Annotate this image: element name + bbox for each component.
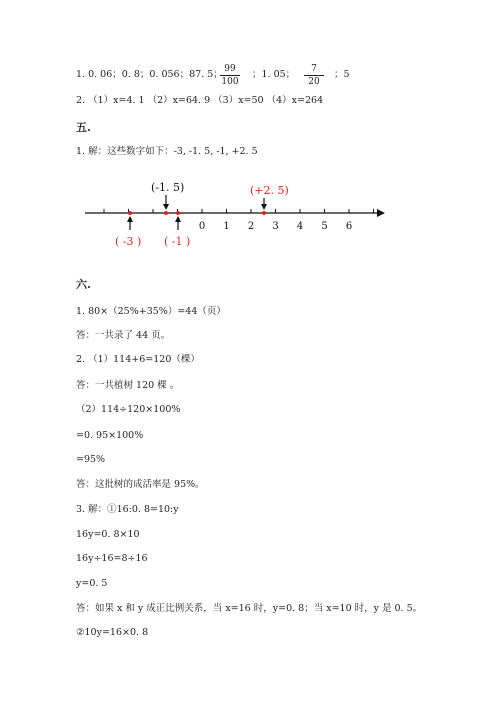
number-line-arrowhead <box>377 209 385 217</box>
section-6-line-3: 2. （1）114+6=120（棵） <box>76 354 200 365</box>
frac1-denominator: 100 <box>221 77 239 87</box>
line1-part3: ；5 <box>334 69 350 80</box>
label-minus-3: ( -3 ) <box>115 235 142 248</box>
point-minus-3 <box>128 211 132 215</box>
arrow-minus-1-5-head <box>163 204 169 210</box>
section-6-line-1: 1. 80×（25%+35%）=44（页） <box>76 306 226 317</box>
section-6-line-14: ②10y=16×0. 8 <box>76 627 149 638</box>
section-6-line-12: y=0. 5 <box>76 578 108 589</box>
section-5-heading: 五. <box>76 121 91 134</box>
label-minus-1: ( -1 ) <box>164 235 191 248</box>
section-6-heading: 六. <box>76 278 91 291</box>
section-5-q1: 1. 解：这些数字如下：-3, -1. 5, -1, +2. 5 <box>76 146 258 157</box>
section-6-line-13: 答：如果 x 和 y 成正比例关系，当 x=16 时，y=0. 8；当 x=10 时，y 是 0. 5。 <box>76 603 423 614</box>
tick-label-0: 0 <box>198 221 206 232</box>
section-6-line-5: （2）114÷120×100% <box>76 404 181 415</box>
line1-part2: ；1. 05； <box>252 69 296 80</box>
frac2-denominator: 20 <box>308 77 320 87</box>
frac2-numerator: 7 <box>311 64 317 74</box>
tick-label-5: 5 <box>321 221 328 232</box>
section-6-line-4: 答：一共植树 120 棵 。 <box>76 380 180 391</box>
number-line-tick-labels <box>199 221 352 232</box>
label-plus-2-5: (+2. 5) <box>250 184 289 197</box>
tick-label-2: 2 <box>247 221 255 232</box>
fraction-7-20 <box>304 64 324 87</box>
tick-label-1: 1 <box>223 221 230 232</box>
frac2-bar <box>304 75 324 76</box>
section-6-line-6: =0. 95×100% <box>76 430 144 441</box>
label-minus-1-5: (-1. 5) <box>151 181 185 194</box>
section-6-line-7: =95% <box>76 454 106 465</box>
section-6-line-8: 答：这批树的成活率是 95%。 <box>76 479 205 490</box>
fraction-99-100 <box>220 64 240 87</box>
arrow-minus-3-head <box>127 216 133 222</box>
section-6-line-2: 答：一共录了 44 页。 <box>76 330 171 341</box>
answer-line-2: 2. （1）x=4. 1 （2）x=64. 9 （3）x=50 （4）x=264 <box>76 95 324 106</box>
point-plus-2-5 <box>262 211 266 215</box>
tick-label-4: 4 <box>296 221 304 232</box>
number-line-figure <box>80 178 400 258</box>
section-6-line-10: 16y=0. 8×10 <box>76 529 140 540</box>
section-6-line-9: 3. 解：①16:0. 8=10:y <box>76 504 179 515</box>
frac1-bar <box>220 75 240 76</box>
arrow-minus-1-head <box>175 216 181 222</box>
arrow-plus-2-5-head <box>261 204 267 210</box>
tick-label-6: 6 <box>345 221 353 232</box>
tick-label-3: 3 <box>272 221 279 232</box>
point-minus-1 <box>176 211 180 215</box>
frac1-numerator: 99 <box>224 64 236 74</box>
section-6-line-11: 16y÷16=8÷16 <box>76 553 148 564</box>
point-minus-1-5 <box>164 211 168 215</box>
line1-part1: 1. 0. 06；0. 8；0. 056；87. 5； <box>76 69 223 80</box>
